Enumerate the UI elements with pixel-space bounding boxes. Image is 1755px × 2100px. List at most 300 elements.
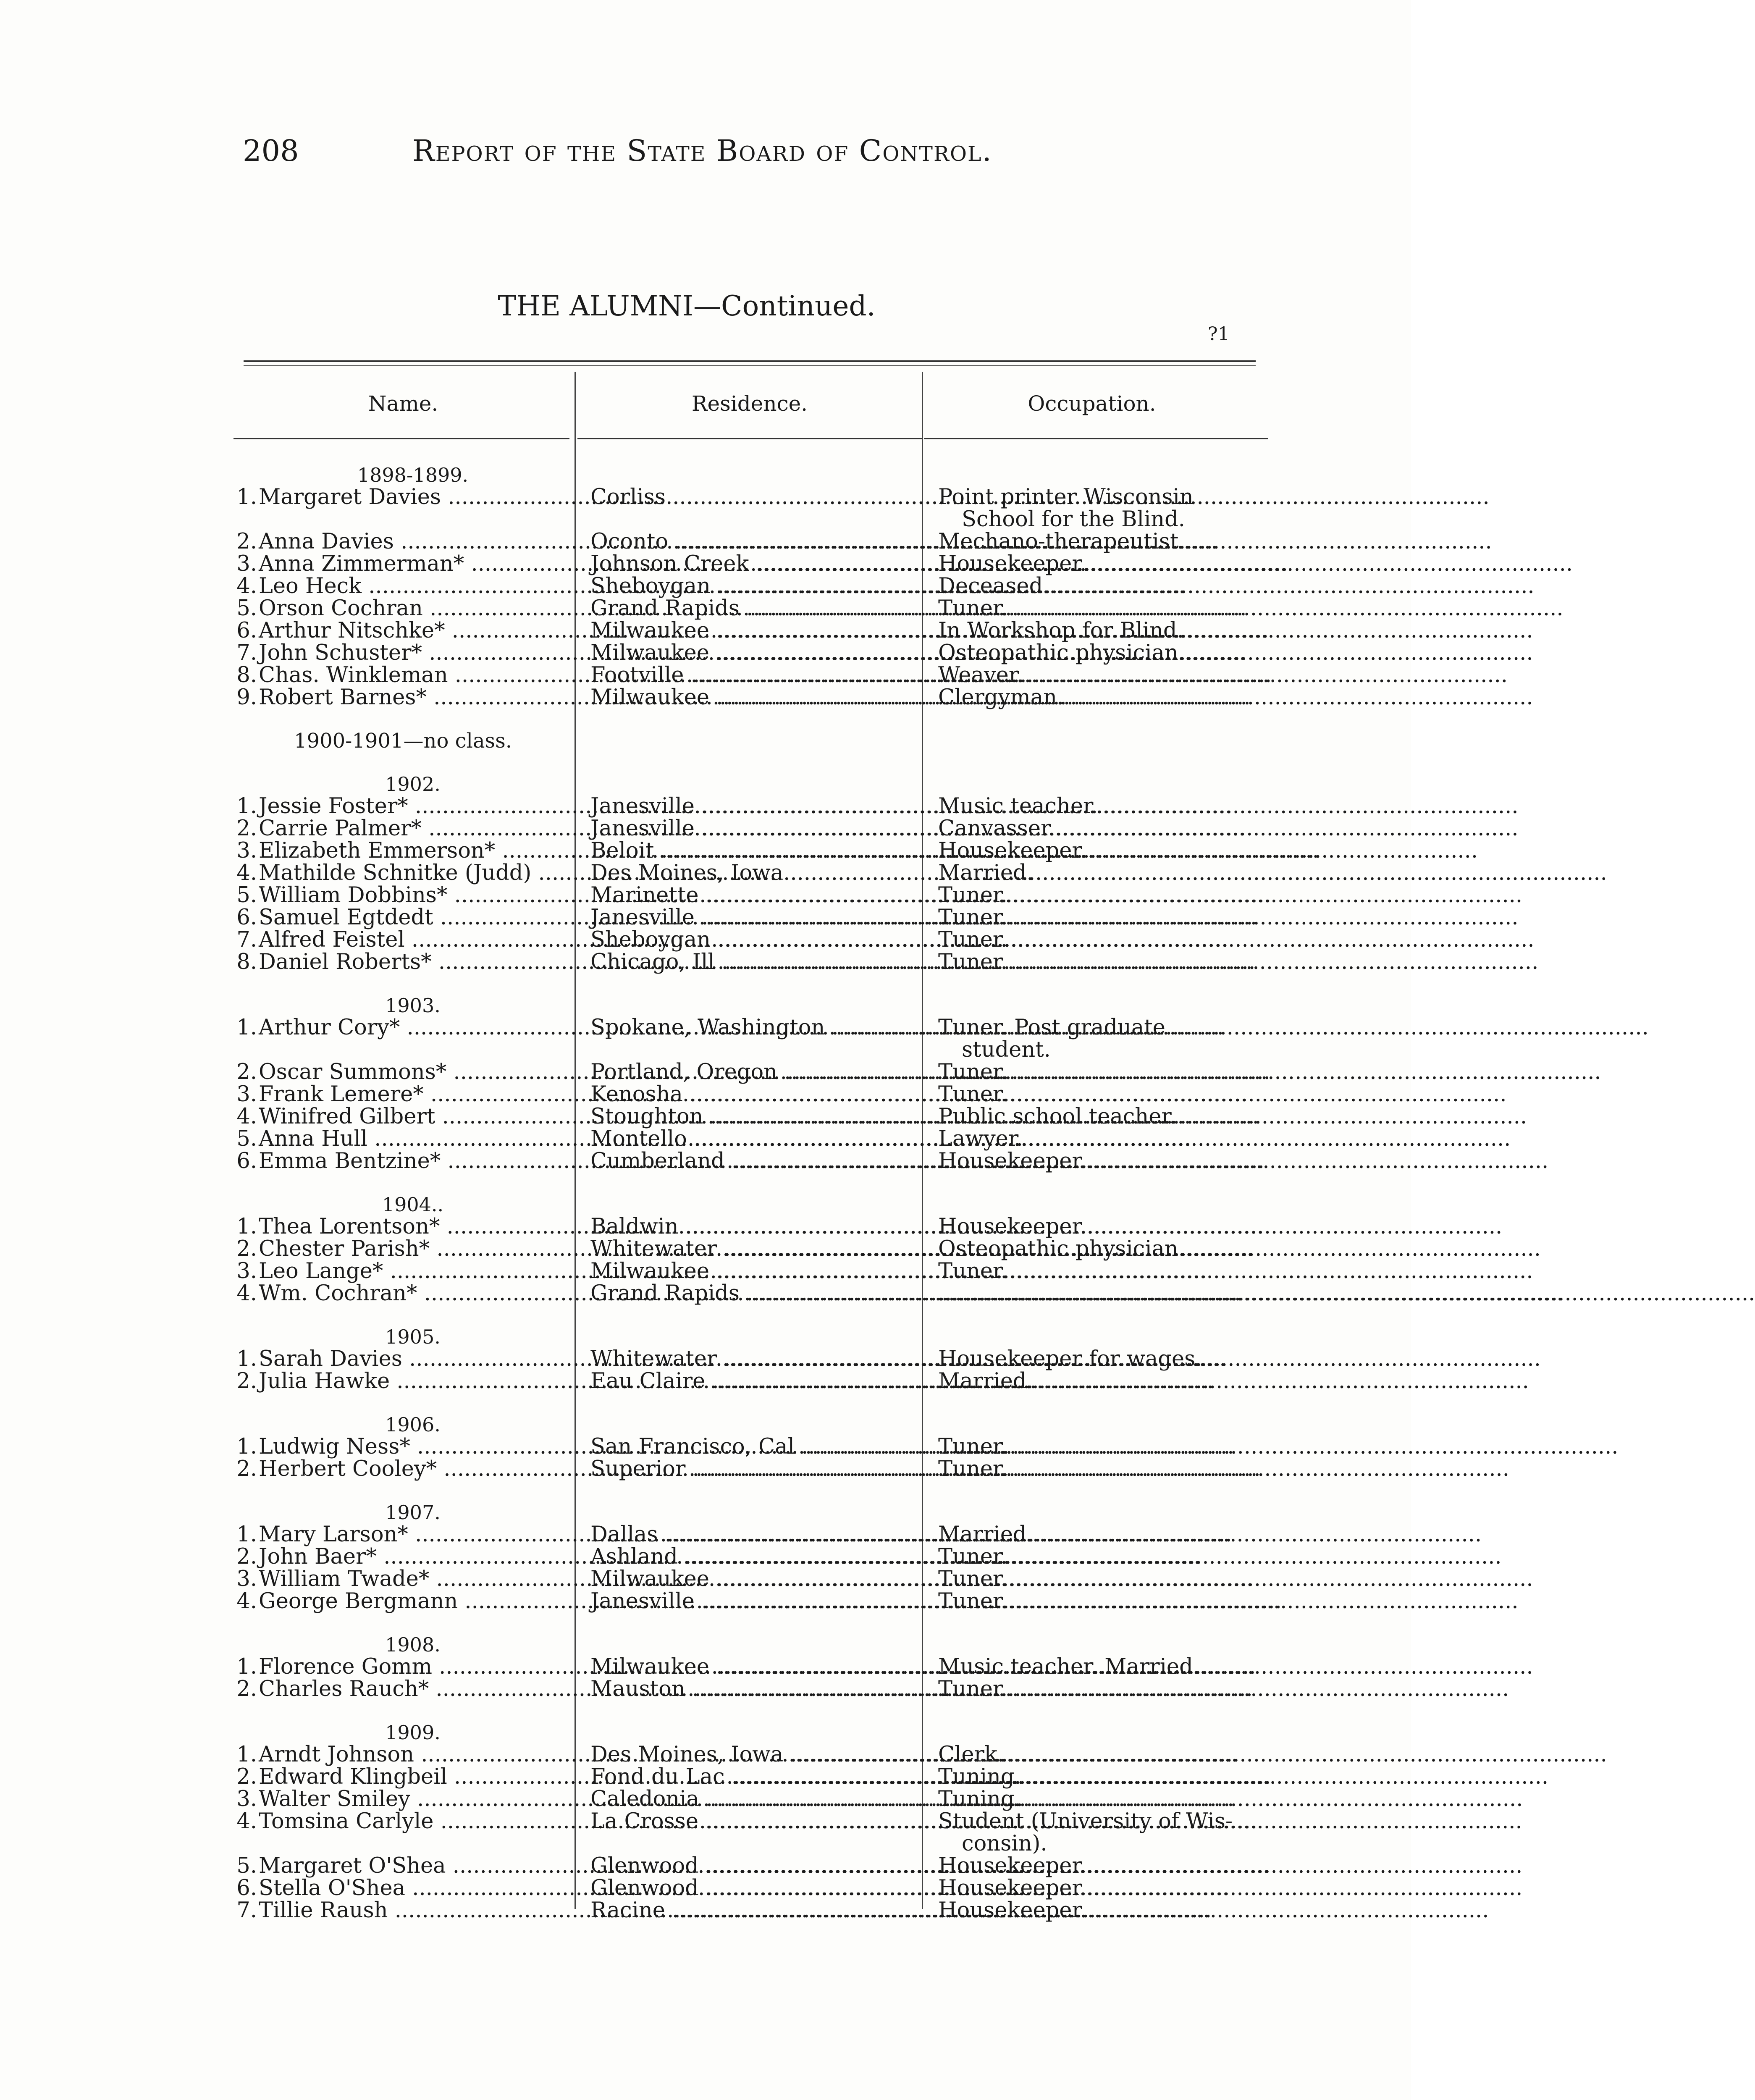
year-heading: 1909. [385,1721,441,1744]
table-row [0,1061,1411,1084]
alumni-name-text: Tomsina Carlyle [259,1809,434,1834]
table-row [0,553,1411,575]
alumni-name [259,597,567,620]
residence-text: Beloit [590,838,654,863]
row-number: 1. [236,1015,257,1040]
occupation: Married. [938,861,1034,885]
row-number: 3. [236,1259,257,1284]
alumni-name-text: Charles Rauch* [259,1677,429,1701]
residence [590,1899,918,1922]
occupation: Tuner. [938,1434,1007,1459]
table-row [0,486,1411,509]
alumni-name-text: William Dobbins* [259,883,448,908]
alumni-name [259,1523,567,1546]
occupation: Point printer Wisconsin [938,485,1194,509]
alumni-name-text: Margaret Davies [259,485,441,509]
table-row [0,1083,1411,1106]
year-heading: 1903. [385,994,441,1017]
residence-text: Grand Rapids [590,596,740,621]
residence-text: Oconto [590,529,669,554]
alumni-name [259,553,567,575]
table-row [0,817,1411,840]
residence-text: Racine [590,1898,665,1923]
alumni-name [259,1656,567,1678]
table-row-continuation [0,1832,1411,1855]
alumni-name-text: Winifred Gilbert [259,1104,435,1129]
alumni-name [259,575,567,598]
alumni-name-text: Mary Larson* [259,1522,408,1547]
row-number: 1. [236,1654,257,1679]
residence [590,1282,918,1305]
table-row [0,530,1411,553]
table-row [0,795,1411,818]
alumni-name [259,884,567,907]
residence [590,1788,918,1811]
table-row-continuation [0,1039,1411,1061]
alumni-name [259,1370,567,1393]
table-row [0,1128,1411,1150]
alumni-name [259,1348,567,1370]
column-rule-residence [577,438,922,439]
occupation: Tuner. [938,1589,1007,1614]
residence-text: Janesville [590,1589,695,1614]
running-title: Report of the State Board of Control. [412,134,992,168]
alumni-name [259,1436,567,1458]
occupation: Housekeeper. [938,1853,1087,1878]
residence [590,1260,918,1283]
alumni-name-text: Chester Parish* [259,1236,430,1261]
alumni-name-text: Robert Barnes* [259,685,427,710]
header-rule-top [244,360,1256,362]
row-number: 5. [236,596,257,621]
table-row [0,1877,1411,1900]
table-row [0,597,1411,620]
occupation: Housekeeper. [938,838,1087,863]
alumni-name [259,1899,567,1922]
alumni-name [259,1016,567,1039]
occupation: Tuner. [938,1259,1007,1284]
occupation: Tuner. [938,1060,1007,1084]
occupation: Tuner. [938,1082,1007,1107]
column-header-name: Name. [368,391,438,416]
occupation: Music teacher. Married. [938,1654,1200,1679]
row-number: 2. [236,1236,257,1261]
alumni-name-text: Tillie Raush [259,1898,388,1923]
residence [590,642,918,664]
table-row [0,1788,1411,1811]
table-row [0,1810,1411,1833]
alumni-name-text: Florence Gomm [259,1654,432,1679]
residence [590,664,918,687]
alumni-name [259,1788,567,1811]
occupation: Tuner. [938,883,1007,908]
table-row [0,1546,1411,1568]
alumni-name-text: William Twade* [259,1567,430,1591]
table-row [0,929,1411,951]
residence-text: Marinette [590,883,699,908]
year-heading: 1907. [385,1501,441,1524]
occupation: Housekeeper. [938,1898,1087,1923]
alumni-name [259,951,567,974]
table-row [0,1590,1411,1613]
table-row [0,1436,1411,1458]
row-number: 1. [236,485,257,509]
occupation: Married. [938,1369,1034,1394]
table-row [0,906,1411,929]
year-heading: 1904.. [382,1193,444,1216]
occupation: Tuner. [938,1457,1007,1481]
table-row-continuation [0,508,1411,531]
residence [590,1546,918,1568]
alumni-name [259,862,567,885]
residence-text: Mauston [590,1677,685,1701]
year-heading: 1898-1899. [357,464,469,486]
residence [590,1215,918,1238]
alumni-name [259,1678,567,1701]
row-number: 5. [236,1853,257,1878]
occupation: Clergyman. [938,685,1064,710]
residence [590,884,918,907]
table-row [0,575,1411,598]
residence-text: Cumberland [590,1149,725,1173]
row-number: 7. [236,1898,257,1923]
table-row [0,642,1411,664]
residence [590,1590,918,1613]
table-row [0,1743,1411,1766]
residence-text: Superior [590,1457,686,1481]
alumni-name-text: Mathilde Schnitke (Judd) [259,861,532,885]
row-number: 1. [236,1522,257,1547]
alumni-name-text: Jessie Foster* [259,794,408,819]
alumni-name-text: Wm. Cochran* [259,1281,417,1306]
residence-text: Portland, Oregon [590,1060,778,1084]
residence-text: Whitewater [590,1347,717,1371]
residence-text: Milwaukee [590,685,710,710]
residence [590,686,918,709]
alumni-name-text: Margaret O'Shea [259,1853,446,1878]
alumni-name-text: Stella O'Shea [259,1876,406,1900]
residence-text: Whitewater [590,1236,717,1261]
year-heading: 1902. [385,773,441,795]
alumni-name-text: Walter Smiley [259,1787,410,1811]
alumni-name-text: Ludwig Ness* [259,1434,410,1459]
residence [590,840,918,862]
row-number: 3. [236,1567,257,1591]
alumni-name-text: Edward Klingbeil [259,1764,447,1789]
row-number: 2. [236,1677,257,1701]
residence-text: Des Moines, Iowa [590,861,784,885]
residence [590,620,918,642]
residence [590,817,918,840]
residence [590,906,918,929]
row-number: 1. [236,794,257,819]
alumni-name-text: Daniel Roberts* [259,950,432,974]
residence [590,486,918,509]
alumni-name-text: Arndt Johnson [259,1742,414,1767]
occupation: Lawyer. [938,1126,1023,1151]
occupation: Canvasser. [938,816,1056,841]
alumni-name [259,1458,567,1480]
occupation: Deceased. [938,574,1050,598]
column-rule-occupation [924,438,1268,439]
column-header-residence: Residence. [691,391,808,416]
residence [590,530,918,553]
residence-text: Montello [590,1126,687,1151]
alumni-name-text: Thea Lorentson* [259,1214,440,1239]
table-row [0,1458,1411,1480]
year-heading: 1906. [385,1413,441,1436]
residence-text: Kenosha [590,1082,683,1107]
row-number: 3. [236,551,257,576]
occupation: Weaver. [938,663,1023,688]
alumni-name-text: Leo Heck [259,574,362,598]
residence [590,1877,918,1900]
alumni-name-text: Julia Hawke [259,1369,390,1394]
residence-text: Corliss [590,485,666,509]
row-number: 2. [236,1544,257,1569]
occupation-continuation: student. [962,1037,1051,1062]
occupation: Clerk. [938,1742,1005,1767]
residence [590,1766,918,1788]
occupation: Tuner. [938,905,1007,930]
residence [590,1105,918,1128]
residence-text: Sheboygan [590,927,711,952]
residence-text: Baldwin [590,1214,679,1239]
row-number: 5. [236,1126,257,1151]
residence-text: Eau Claire [590,1369,706,1394]
row-number: 2. [236,1369,257,1394]
alumni-name [259,929,567,951]
alumni-name [259,1568,567,1591]
alumni-name [259,1590,567,1613]
table-row [0,862,1411,885]
residence-text: Glenwood [590,1853,699,1878]
row-number: 1. [236,1347,257,1371]
residence [590,1656,918,1678]
alumni-name-text: Frank Lemere* [259,1082,424,1107]
occupation: Mechano-therapeutist. [938,529,1186,554]
table-row [0,1238,1411,1260]
row-number: 1. [236,1214,257,1239]
row-number: 2. [236,529,257,554]
table-row [0,1016,1411,1039]
residence [590,1083,918,1106]
residence [590,1810,918,1833]
row-number: 2. [236,816,257,841]
alumni-name-text: Orson Cochran [259,596,423,621]
residence-text: Fond du Lac [590,1764,725,1789]
table-row [0,1348,1411,1370]
occupation: Tuner. [938,927,1007,952]
residence [590,1370,918,1393]
residence-text: Milwaukee [590,1259,710,1284]
row-number: 1. [236,1742,257,1767]
alumni-name-text: Oscar Summons* [259,1060,447,1084]
alumni-name-text: John Baer* [259,1544,377,1569]
residence-text: Spokane, Washington [590,1015,825,1040]
residence-text: Chicago, Ill [590,950,715,974]
occupation: Osteopathic physician. [938,640,1185,665]
occupation: Student (University of Wis- [938,1809,1233,1834]
corner-mark: ?1 [1208,323,1230,345]
residence [590,951,918,974]
occupation: Tuner. [938,1677,1007,1701]
occupation: Housekeeper. [938,1876,1087,1900]
residence-text: Janesville [590,794,695,819]
alumni-name-text: Arthur Cory* [259,1015,400,1040]
residence-text: Milwaukee [590,1567,710,1591]
table-row [0,1656,1411,1678]
occupation: Tuner. [938,1567,1007,1591]
residence [590,1348,918,1370]
row-number: 4. [236,1104,257,1129]
residence-text: Milwaukee [590,640,710,665]
year-heading: 1905. [385,1326,441,1348]
row-number: 4. [236,861,257,885]
occupation: Housekeeper. [938,1149,1087,1173]
occupation: Tuner. [938,1544,1007,1569]
row-number: 4. [236,1589,257,1614]
table-row [0,884,1411,907]
residence-text: Johnson Creek [590,551,749,576]
section-title: THE ALUMNI—Continued. [498,290,876,322]
row-number: 6. [236,1876,257,1900]
table-row [0,1281,1755,1306]
column-header-occupation: Occupation. [1028,391,1156,416]
alumni-name-text: Chas. Winkleman [259,663,448,688]
residence-text: Des Moines, Iowa [590,1742,784,1767]
residence [590,1568,918,1591]
alumni-name [259,1238,567,1260]
header-rule-double [244,365,1256,366]
table-row [0,1215,1411,1238]
alumni-name-text: Anna Davies [259,529,394,554]
alumni-name-text: Leo Lange* [259,1259,383,1284]
alumni-name [259,906,567,929]
alumni-name-text: Carrie Palmer* [259,816,422,841]
table-row [0,686,1411,709]
residence [590,1238,918,1260]
table-row [0,620,1411,642]
occupation: Osteopathic physician. [938,1236,1185,1261]
column-rule-name [233,438,569,439]
alumni-name [259,1766,567,1788]
occupation: Housekeeper. [938,551,1087,576]
alumni-name [259,1215,567,1238]
row-number: 8. [236,663,257,688]
table-row [0,1523,1411,1546]
occupation: Tuning. [938,1764,1021,1789]
residence [590,553,918,575]
alumni-name [259,1260,567,1283]
alumni-name [259,620,567,642]
residence-text: Grand Rapids [590,1281,740,1306]
residence-text: Dallas [590,1522,658,1547]
occupation: Housekeeper. [938,1214,1087,1239]
alumni-name-text: Herbert Cooley* [259,1457,437,1481]
alumni-name [259,1128,567,1150]
occupation-leader: ........................................................................................................................ [938,1281,1755,1306]
residence [590,597,918,620]
residence-text: Janesville [590,816,695,841]
row-number: 6. [236,905,257,930]
residence [590,1128,918,1150]
residence-text: Milwaukee [590,1654,710,1679]
row-number: 2. [236,1457,257,1481]
residence-text: Footville [590,663,684,688]
occupation: Tuner. Post graduate [938,1015,1165,1040]
residence-text: Caledonia [590,1787,699,1811]
row-number: 1. [236,1434,257,1459]
alumni-name [259,1061,567,1084]
row-number: 8. [236,950,257,974]
row-number: 3. [236,1787,257,1811]
table-row [0,1568,1411,1591]
alumni-name [259,1810,567,1833]
alumni-name [259,840,567,862]
table-row [0,1678,1411,1701]
occupation: Music teacher. [938,794,1098,819]
row-number: 4. [236,1809,257,1834]
row-number: 3. [236,1082,257,1107]
residence-text: Milwaukee [590,618,710,643]
table-row [0,840,1411,862]
alumni-name [259,1743,567,1766]
residence [590,1061,918,1084]
row-number: 2. [236,1764,257,1789]
table-row [0,1766,1411,1788]
row-number: 3. [236,838,257,863]
occupation-continuation: School for the Blind. [962,507,1185,532]
year-no-class: 1900-1901—no class. [294,729,512,753]
residence [590,1678,918,1701]
row-number: 2. [236,1060,257,1084]
alumni-name [259,1083,567,1106]
row-number: 4. [236,1281,257,1306]
residence [590,575,918,598]
alumni-name [259,817,567,840]
residence [590,929,918,951]
row-number: 9. [236,685,257,710]
table-row [0,1260,1411,1283]
alumni-name-text: Emma Bentzine* [259,1149,441,1173]
residence [590,795,918,818]
alumni-name-text: George Bergmann [259,1589,458,1614]
residence [590,1458,918,1480]
alumni-name-text: John Schuster* [259,640,422,665]
residence [590,1150,918,1173]
alumni-name [259,686,567,709]
occupation: Public school teacher. [938,1104,1176,1129]
table-row [0,1370,1411,1393]
occupation: Housekeeper for wages. [938,1347,1202,1371]
table-row [0,951,1411,974]
row-number: 7. [236,640,257,665]
alumni-name-text: Anna Hull [259,1126,368,1151]
alumni-name [259,1150,567,1173]
occupation: In Workshop for Blind. [938,618,1184,643]
residence-text: Janesville [590,905,695,930]
residence-text: San Francisco, Cal [590,1434,795,1459]
residence [590,1855,918,1877]
alumni-name [259,530,567,553]
row-number: 6. [236,618,257,643]
residence [590,1436,918,1458]
alumni-name-text: Alfred Feistel [259,927,405,952]
alumni-name-text: Elizabeth Emmerson* [259,838,496,863]
row-number: 4. [236,574,257,598]
alumni-name [259,1877,567,1900]
